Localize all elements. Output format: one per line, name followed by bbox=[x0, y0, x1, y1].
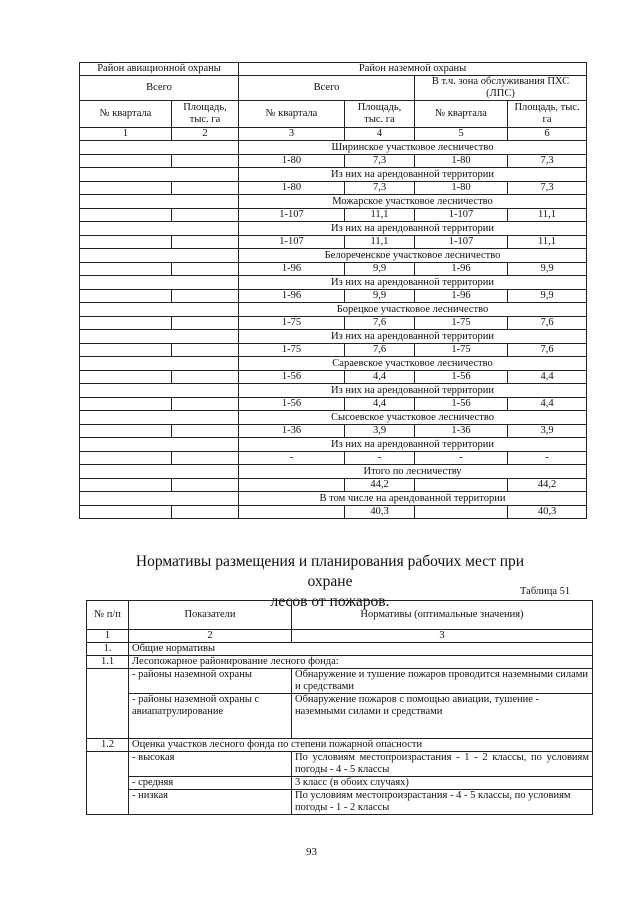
empty-cell bbox=[172, 425, 239, 438]
header-norms: Нормативы (оптимальные значения) bbox=[292, 601, 593, 630]
value-cell: 1-96 bbox=[239, 263, 345, 276]
header-aviation: Район авиационной охраны bbox=[80, 63, 239, 76]
value-cell: 11,1 bbox=[508, 209, 587, 222]
header-indicators: Показатели bbox=[129, 601, 292, 630]
empty-cell bbox=[80, 155, 172, 168]
section-title-row bbox=[80, 465, 587, 479]
indicator-cell: - районы наземной охраны bbox=[129, 669, 292, 694]
table-row bbox=[80, 371, 587, 384]
value-cell: 3,9 bbox=[345, 425, 415, 438]
empty-cell bbox=[172, 182, 239, 195]
norm-cell: По условиям местопроизрастания - 4 - 5 классы, по условиям погоды - 1 - 2 классы bbox=[292, 790, 593, 815]
section-title-row bbox=[80, 195, 587, 209]
value-cell: - bbox=[345, 452, 415, 465]
row-number-empty bbox=[87, 752, 129, 815]
indicator-cell: - высокая bbox=[129, 752, 292, 777]
table-row bbox=[80, 263, 587, 276]
table-row bbox=[80, 479, 587, 492]
section-title: Из них на арендованной территории bbox=[239, 438, 587, 452]
section-title: Сараевское участковое лесничество bbox=[239, 357, 587, 371]
norm-cell: Обнаружение пожаров с помощью авиации, тушение - наземными силами и средствами bbox=[292, 694, 593, 739]
row-number-empty bbox=[87, 669, 129, 739]
value-cell bbox=[415, 479, 508, 492]
table-row bbox=[80, 317, 587, 330]
empty-cell bbox=[80, 141, 239, 155]
indicator-cell: - средняя bbox=[129, 777, 292, 790]
section-title: Из них на арендованной территории bbox=[239, 276, 587, 290]
value-cell: 1-56 bbox=[415, 371, 508, 384]
value-cell: 7,6 bbox=[345, 344, 415, 357]
indicator-cell: - низкая bbox=[129, 790, 292, 815]
norm-cell: 3 класс (в обоих случаях) bbox=[292, 777, 593, 790]
header-number: № п/п bbox=[87, 601, 129, 630]
empty-cell bbox=[172, 290, 239, 303]
empty-cell bbox=[80, 249, 239, 263]
value-cell: 7,6 bbox=[508, 317, 587, 330]
header-total-air: Всего bbox=[80, 76, 239, 101]
heading-line-1: Нормативы размещения и планирования рабочих мест при охране bbox=[135, 553, 525, 590]
empty-cell bbox=[80, 465, 239, 479]
empty-cell bbox=[80, 438, 239, 452]
header-total-ground: Всего bbox=[239, 76, 415, 101]
section-title: Сысоевское участковое лесничество bbox=[239, 411, 587, 425]
value-cell: 9,9 bbox=[345, 290, 415, 303]
table-row bbox=[80, 506, 587, 519]
section-title: Белореченское участковое лесничество bbox=[239, 249, 587, 263]
empty-cell bbox=[80, 168, 239, 182]
empty-cell bbox=[80, 276, 239, 290]
value-cell: 1-107 bbox=[239, 236, 345, 249]
table-label: Таблица 51 bbox=[520, 586, 571, 597]
col-number: 6 bbox=[508, 128, 587, 141]
value-cell: 1-96 bbox=[415, 290, 508, 303]
section-title: Борецкое участковое лесничество bbox=[239, 303, 587, 317]
page-number: 93 bbox=[306, 846, 317, 858]
value-cell: 1-75 bbox=[239, 317, 345, 330]
section-title: Из них на арендованной территории bbox=[239, 384, 587, 398]
table-row bbox=[80, 425, 587, 438]
empty-cell bbox=[80, 182, 172, 195]
empty-cell bbox=[172, 236, 239, 249]
table-row bbox=[80, 290, 587, 303]
section-title: Можарское участковое лесничество bbox=[239, 195, 587, 209]
header-incl-zone: В т.ч. зона обслуживания ПХС (ЛПС) bbox=[415, 76, 587, 101]
section-title-row bbox=[80, 141, 587, 155]
value-cell: 7,3 bbox=[508, 182, 587, 195]
section-title: Из них на арендованной территории bbox=[239, 168, 587, 182]
value-cell: - bbox=[239, 452, 345, 465]
value-cell: 1-36 bbox=[239, 425, 345, 438]
header-quarter-5: № квартала bbox=[415, 101, 508, 128]
value-cell: 40,3 bbox=[345, 506, 415, 519]
value-cell: 1-107 bbox=[415, 236, 508, 249]
empty-cell bbox=[172, 344, 239, 357]
col-number: 3 bbox=[239, 128, 345, 141]
empty-cell bbox=[80, 263, 172, 276]
row-title: Лесопожарное районирование лесного фонда: bbox=[129, 656, 593, 669]
value-cell: 7,6 bbox=[508, 344, 587, 357]
empty-cell bbox=[172, 371, 239, 384]
forest-areas-table bbox=[79, 62, 587, 519]
empty-cell bbox=[172, 155, 239, 168]
value-cell bbox=[239, 479, 345, 492]
row-number: 1. bbox=[87, 643, 129, 656]
empty-cell bbox=[172, 263, 239, 276]
value-cell: 44,2 bbox=[345, 479, 415, 492]
header-ground: Район наземной охраны bbox=[239, 63, 587, 76]
empty-cell bbox=[80, 492, 239, 506]
value-cell bbox=[239, 506, 345, 519]
section-title-row bbox=[80, 357, 587, 371]
value-cell: 1-36 bbox=[415, 425, 508, 438]
table-row bbox=[80, 182, 587, 195]
table-row bbox=[80, 155, 587, 168]
col-number: 1 bbox=[80, 128, 172, 141]
value-cell: - bbox=[508, 452, 587, 465]
value-cell: 4,4 bbox=[508, 398, 587, 411]
col-number: 4 bbox=[345, 128, 415, 141]
value-cell: 9,9 bbox=[345, 263, 415, 276]
section-title: Из них на арендованной территории bbox=[239, 330, 587, 344]
empty-cell bbox=[80, 411, 239, 425]
empty-cell bbox=[172, 479, 239, 492]
row-title: Оценка участков лесного фонда по степени пожарной опасности bbox=[129, 739, 593, 752]
empty-cell bbox=[80, 290, 172, 303]
value-cell: 4,4 bbox=[345, 371, 415, 384]
table-row bbox=[80, 236, 587, 249]
table-row bbox=[80, 209, 587, 222]
value-cell: 4,4 bbox=[345, 398, 415, 411]
col-number: 5 bbox=[415, 128, 508, 141]
value-cell: 1-107 bbox=[415, 209, 508, 222]
value-cell: 1-56 bbox=[239, 371, 345, 384]
empty-cell bbox=[80, 236, 172, 249]
section-title-row bbox=[80, 303, 587, 317]
value-cell: 1-107 bbox=[239, 209, 345, 222]
heading-line-2: лесов от пожаров. bbox=[270, 593, 390, 610]
section-title-row bbox=[80, 411, 587, 425]
section-title-row bbox=[80, 438, 587, 452]
table-row bbox=[80, 398, 587, 411]
value-cell: 11,1 bbox=[345, 236, 415, 249]
empty-cell bbox=[80, 195, 239, 209]
table-row bbox=[80, 344, 587, 357]
value-cell: 1-80 bbox=[239, 182, 345, 195]
value-cell: 11,1 bbox=[345, 209, 415, 222]
empty-cell bbox=[80, 452, 172, 465]
empty-cell bbox=[80, 479, 172, 492]
empty-cell bbox=[80, 357, 239, 371]
norm-cell: Обнаружение и тушение пожаров проводится наземными силами и средствами bbox=[292, 669, 593, 694]
empty-cell bbox=[172, 398, 239, 411]
empty-cell bbox=[80, 371, 172, 384]
value-cell: 1-80 bbox=[415, 182, 508, 195]
empty-cell bbox=[80, 398, 172, 411]
col-number: 3 bbox=[292, 630, 593, 643]
value-cell: 40,3 bbox=[508, 506, 587, 519]
row-number: 1.2 bbox=[87, 739, 129, 752]
table-row bbox=[80, 452, 587, 465]
value-cell: 3,9 bbox=[508, 425, 587, 438]
value-cell: 9,9 bbox=[508, 290, 587, 303]
empty-cell bbox=[80, 384, 239, 398]
section-title-row bbox=[80, 222, 587, 236]
header-area-6: Площадь, тыс. га bbox=[508, 101, 587, 128]
row-number: 1.1 bbox=[87, 656, 129, 669]
value-cell: 11,1 bbox=[508, 236, 587, 249]
empty-cell bbox=[80, 317, 172, 330]
header-area-4: Площадь, тыс. га bbox=[345, 101, 415, 128]
empty-cell bbox=[80, 506, 172, 519]
value-cell: 9,9 bbox=[508, 263, 587, 276]
row-title: Общие нормативы bbox=[129, 643, 593, 656]
section-title-row bbox=[80, 276, 587, 290]
value-cell: 1-56 bbox=[415, 398, 508, 411]
value-cell: 7,3 bbox=[508, 155, 587, 168]
empty-cell bbox=[80, 303, 239, 317]
value-cell: - bbox=[415, 452, 508, 465]
empty-cell bbox=[172, 506, 239, 519]
section-title: Из них на арендованной территории bbox=[239, 222, 587, 236]
value-cell: 1-96 bbox=[239, 290, 345, 303]
col-number: 2 bbox=[172, 128, 239, 141]
value-cell: 1-75 bbox=[415, 344, 508, 357]
norm-cell: По условиям местопроизрастания - 1 - 2 классы, по условиям погоды - 4 - 5 классы bbox=[292, 752, 593, 777]
empty-cell bbox=[172, 452, 239, 465]
indicator-cell: - районы наземной охраны с авиапатрулирование bbox=[129, 694, 292, 739]
section-title-row bbox=[80, 384, 587, 398]
value-cell: 7,3 bbox=[345, 182, 415, 195]
table-body bbox=[80, 141, 587, 519]
value-cell: 1-56 bbox=[239, 398, 345, 411]
empty-cell bbox=[172, 209, 239, 222]
section-title-row bbox=[80, 249, 587, 263]
section-title: В том числе на арендованной территории bbox=[239, 492, 587, 506]
empty-cell bbox=[80, 209, 172, 222]
section-title-row bbox=[80, 168, 587, 182]
value-cell: 1-75 bbox=[415, 317, 508, 330]
value-cell bbox=[415, 506, 508, 519]
header-quarter-1: № квартала bbox=[80, 101, 172, 128]
value-cell: 1-80 bbox=[415, 155, 508, 168]
value-cell: 1-75 bbox=[239, 344, 345, 357]
norms-table bbox=[86, 600, 593, 815]
value-cell: 44,2 bbox=[508, 479, 587, 492]
value-cell: 1-80 bbox=[239, 155, 345, 168]
section-title: Ширинское участковое лесничество bbox=[239, 141, 587, 155]
section-title: Итого по лесничеству bbox=[239, 465, 587, 479]
value-cell: 4,4 bbox=[508, 371, 587, 384]
section-title-row bbox=[80, 492, 587, 506]
section-title-row bbox=[80, 330, 587, 344]
col-number: 2 bbox=[129, 630, 292, 643]
empty-cell bbox=[80, 222, 239, 236]
empty-cell bbox=[80, 344, 172, 357]
value-cell: 7,6 bbox=[345, 317, 415, 330]
value-cell: 7,3 bbox=[345, 155, 415, 168]
value-cell: 1-96 bbox=[415, 263, 508, 276]
header-quarter-3: № квартала bbox=[239, 101, 345, 128]
empty-cell bbox=[80, 330, 239, 344]
empty-cell bbox=[172, 317, 239, 330]
header-area-2: Площадь, тыс. га bbox=[172, 101, 239, 128]
empty-cell bbox=[80, 425, 172, 438]
col-number: 1 bbox=[87, 630, 129, 643]
